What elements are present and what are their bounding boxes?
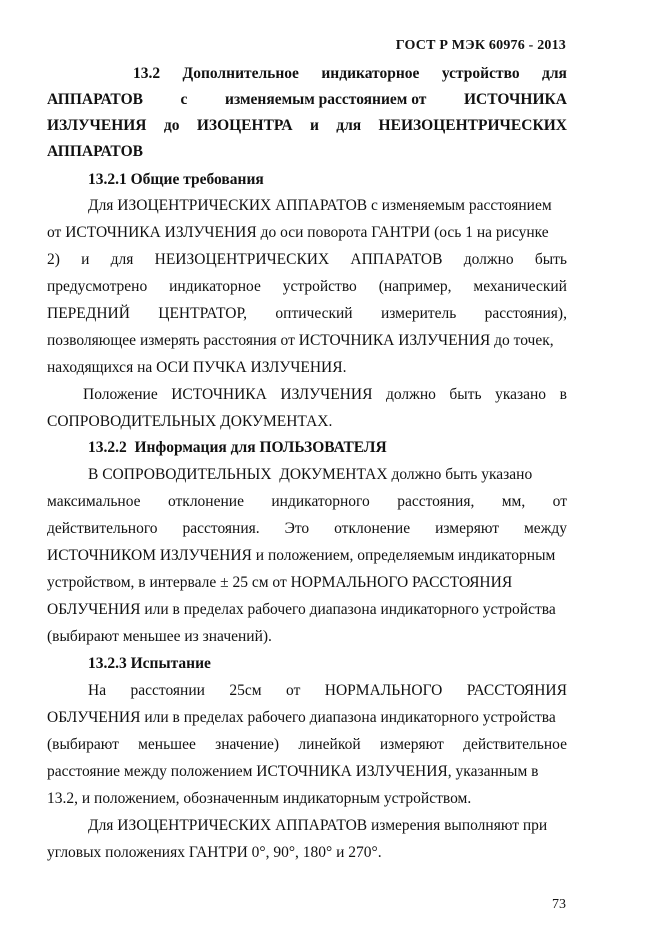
- para1-line-2: от ИСТОЧНИКА ИЗЛУЧЕНИЯ до оси поворота ГАНТРИ (ось 1 на рисунке: [47, 224, 549, 241]
- word: для: [336, 117, 362, 134]
- para2-line-2: СОПРОВОДИТЕЛЬНЫХ ДОКУМЕНТАХ.: [47, 413, 333, 430]
- word: (выбирают: [47, 736, 119, 753]
- para3-line-5: устройством, в интервале ± 25 см от НОРМАЛЬНОГО РАССТОЯНИЯ: [47, 574, 513, 591]
- word: отклонение: [167, 493, 244, 510]
- word: 2): [47, 251, 60, 268]
- word: и: [81, 251, 90, 268]
- para1-line-3: [47, 250, 567, 270]
- word: РАССТОЯНИЯ: [466, 682, 567, 699]
- word: ИСТОЧНИКА: [463, 91, 567, 108]
- word: с: [180, 91, 188, 108]
- document-header: ГОСТ Р МЭК 60976 - 2013: [395, 38, 566, 53]
- word: отклонение: [334, 520, 411, 537]
- word: должно: [463, 251, 514, 268]
- word: от: [286, 682, 301, 699]
- para1-line-5: [47, 304, 567, 324]
- word: НЕИЗОЦЕНТРИЧЕСКИХ: [154, 251, 330, 268]
- word: действительного: [47, 520, 158, 537]
- subsection-title-13-2-1: 13.2.1 Общие требования: [88, 171, 264, 188]
- word: должно: [385, 386, 436, 403]
- word: измеритель: [380, 305, 457, 322]
- word: действительное: [463, 736, 567, 753]
- word: ЦЕНТРАТОР,: [158, 305, 248, 322]
- word: На: [88, 682, 107, 699]
- word: расстояния),: [484, 305, 567, 322]
- word: ИЗЛУЧЕНИЯ: [280, 386, 373, 403]
- word: АППАРАТОВ: [350, 251, 443, 268]
- word: Это: [284, 520, 310, 537]
- word: мм,: [501, 493, 526, 510]
- word: механический: [473, 278, 567, 295]
- para1-line-4: [47, 277, 567, 297]
- word: расстоянии: [130, 682, 205, 699]
- para4-line-4: расстояние между положением ИСТОЧНИКА ИЗЛУЧЕНИЯ, указанным в: [47, 763, 539, 780]
- para4-line-2: ОБЛУЧЕНИЯ или в пределах рабочего диапазона индикаторного устройства: [47, 709, 556, 726]
- word: АППАРАТОВ: [47, 143, 143, 160]
- para5-line-2: угловых положениях ГАНТРИ 0°, 90°, 180° и 270°.: [47, 844, 382, 861]
- word: ИЗЛУЧЕНИЯ: [47, 117, 147, 134]
- word: АППАРАТОВ: [47, 91, 143, 108]
- word: устройство: [441, 65, 520, 82]
- para1-line-7: находящихся на ОСИ ПУЧКА ИЗЛУЧЕНИЯ.: [47, 359, 347, 376]
- word: индикаторного: [271, 493, 370, 510]
- word: (например,: [378, 278, 452, 295]
- section-heading-line-1: [133, 64, 567, 84]
- para3-line-1: В СОПРОВОДИТЕЛЬНЫХ ДОКУМЕНТАХ должно быть указано: [88, 466, 533, 483]
- word: быть: [534, 251, 567, 268]
- word: линейкой: [298, 736, 361, 753]
- word: предусмотрено: [47, 278, 148, 295]
- word: для: [542, 65, 567, 82]
- para3-line-7: (выбирают меньшее из значений).: [47, 628, 272, 645]
- word: НОРМАЛЬНОГО: [324, 682, 443, 699]
- word: индикаторное: [321, 65, 420, 82]
- subsection-title-13-2-3: 13.2.3 Испытание: [88, 655, 211, 672]
- word: оптический: [275, 305, 353, 322]
- word: изменяемым расстоянием от: [225, 91, 427, 108]
- word: Дополнительное: [182, 65, 299, 82]
- word: индикаторное: [169, 278, 261, 295]
- subsection-title-13-2-2: 13.2.2 Информация для ПОЛЬЗОВАТЕЛЯ: [88, 439, 387, 456]
- word: до: [163, 117, 180, 134]
- para1-line-1: Для ИЗОЦЕНТРИЧЕСКИХ АППАРАТОВ с изменяемым расстоянием: [88, 197, 552, 214]
- word: Положение: [83, 386, 158, 403]
- word: измеряют: [435, 520, 499, 537]
- section-heading-line-2: [47, 90, 567, 110]
- para5-line-1: Для ИЗОЦЕНТРИЧЕСКИХ АППАРАТОВ измерения выполняют при: [88, 817, 548, 834]
- word: в: [559, 386, 567, 403]
- word: и: [309, 117, 319, 134]
- word: указано: [495, 386, 547, 403]
- word: для: [110, 251, 134, 268]
- para1-line-6: позволяющее измерять расстояния от ИСТОЧНИКА ИЗЛУЧЕНИЯ до точек,: [47, 332, 554, 349]
- para3-line-2: [47, 492, 567, 512]
- word: ИСТОЧНИКА: [171, 386, 267, 403]
- para4-line-5: 13.2, и положением, обозначенным индикаторным устройством.: [47, 790, 472, 807]
- word: между: [523, 520, 567, 537]
- word: НЕИЗОЦЕНТРИЧЕСКИХ: [378, 117, 567, 134]
- word: от: [552, 493, 567, 510]
- word: расстояния.: [182, 520, 260, 537]
- word: 25см: [229, 682, 262, 699]
- para4-line-1: [88, 681, 567, 701]
- para2-line-1: [83, 385, 567, 405]
- word: меньшее: [138, 736, 196, 753]
- word: измеряют: [379, 736, 444, 753]
- word: ИЗОЦЕНТРА: [196, 117, 293, 134]
- word: значение): [215, 736, 280, 753]
- para3-line-4: ИСТОЧНИКОМ ИЗЛУЧЕНИЯ и положением, определяемым индикаторным: [47, 547, 556, 564]
- page-number: 73: [552, 897, 566, 912]
- word: максимальное: [47, 493, 141, 510]
- word: расстояния,: [397, 493, 475, 510]
- section-heading-line-3: [47, 116, 567, 136]
- section-heading-line-4: [47, 142, 567, 162]
- para3-line-6: ОБЛУЧЕНИЯ или в пределах рабочего диапазона индикаторного устройства: [47, 601, 556, 618]
- word: 13.2: [133, 65, 161, 82]
- word: быть: [449, 386, 482, 403]
- word: ПЕРЕДНИЙ: [47, 305, 130, 322]
- para4-line-3: [47, 735, 567, 755]
- word: устройство: [282, 278, 357, 295]
- para3-line-3: [47, 519, 567, 539]
